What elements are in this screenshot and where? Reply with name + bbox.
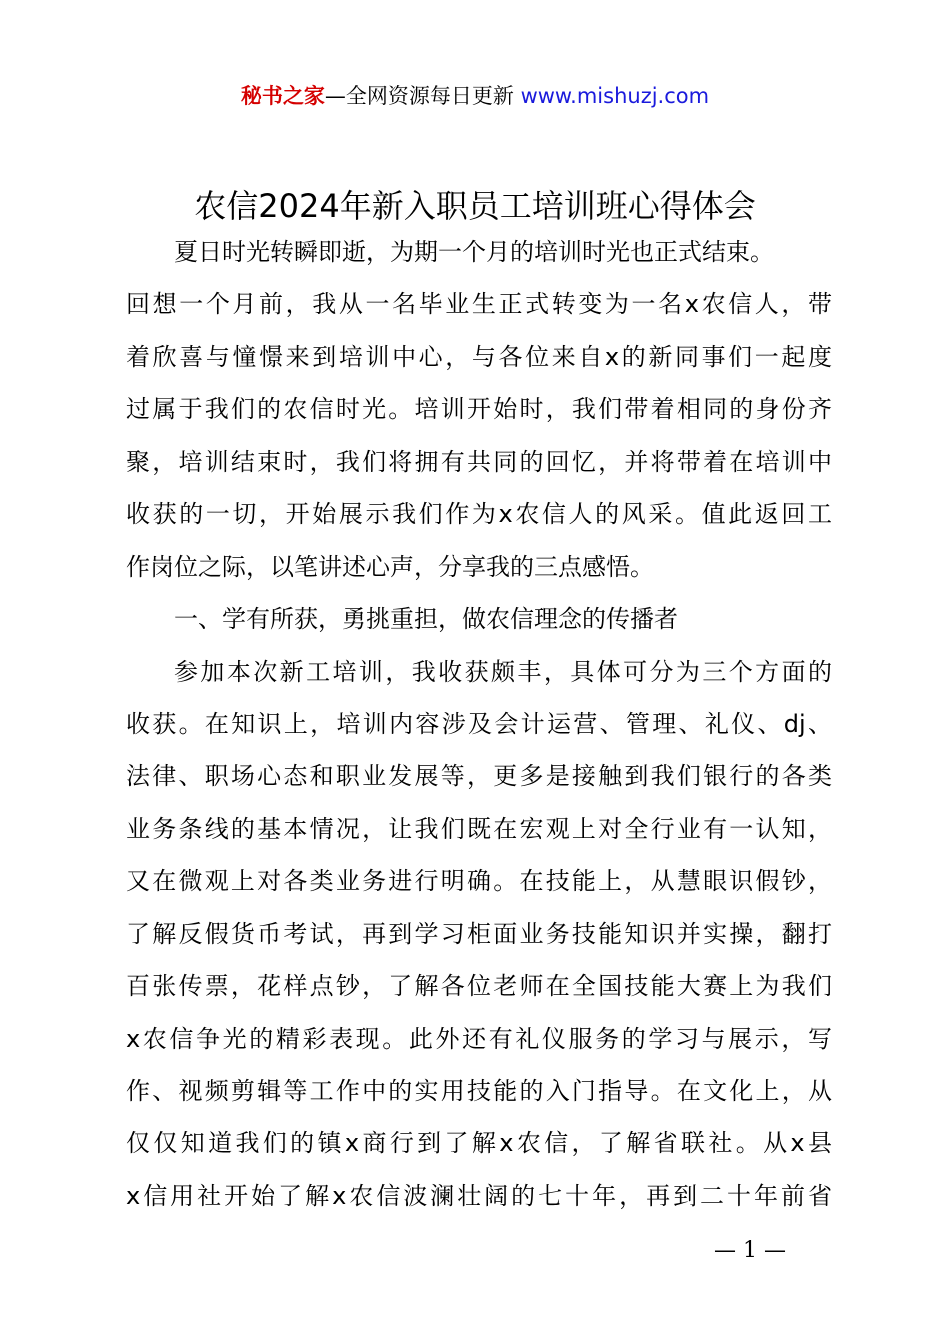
page-number: — 1 —	[714, 1238, 786, 1263]
paragraph-line: 收获。在知识上，培训内容涉及会计运营、管理、礼仪、dj、	[126, 709, 832, 738]
banner-tagline: —全网资源每日更新	[324, 84, 521, 108]
paragraph-line: 过属于我们的农信时光。培训开始时，我们带着相同的身份齐	[126, 395, 832, 424]
paragraph-line: 了解反假货币考试，再到学习柜面业务技能知识并实操，翻打	[126, 919, 832, 948]
paragraph-line: 仅仅知道我们的镇x商行到了解x农信，了解省联社。从x县	[126, 1129, 832, 1158]
paragraph-line: 又在微观上对各类业务进行明确。在技能上，从慧眼识假钞，	[126, 867, 832, 896]
paragraph-line: 聚，培训结束时，我们将拥有共同的回忆，并将带着在培训中	[126, 447, 832, 476]
paragraph-line: 回想一个月前，我从一名毕业生正式转变为一名x农信人，带	[126, 290, 832, 319]
paragraph-line: 收获的一切，开始展示我们作为x农信人的风采。值此返回工	[126, 500, 832, 529]
paragraph-line: 作岗位之际，以笔讲述心声，分享我的三点感悟。	[126, 552, 654, 581]
paragraph-line: 百张传票，花样点钞，了解各位老师在全国技能大赛上为我们	[126, 972, 832, 1001]
document-body	[126, 232, 832, 1228]
paragraph-line: 夏日时光转瞬即逝，为期一个月的培训时光也正式结束。	[174, 238, 774, 266]
document-title: 农信2024年新入职员工培训班心得体会	[194, 187, 756, 225]
paragraph-line: x农信争光的精彩表现。此外还有礼仪服务的学习与展示，写	[126, 1024, 832, 1053]
banner-brand: 秘书之家	[240, 84, 325, 108]
paragraph-line: x信用社开始了解x农信波澜壮阔的七十年，再到二十年前省	[126, 1181, 832, 1210]
banner-url-link[interactable]: www.mishuzj.com	[520, 84, 710, 108]
paragraph-line: 参加本次新工培训，我收获颇丰，具体可分为三个方面的	[174, 657, 832, 686]
section-heading: 一、学有所获，勇挑重担，做农信理念的传播者	[174, 605, 678, 634]
paragraph-line: 法律、职场心态和职业发展等，更多是接触到我们银行的各类	[126, 762, 832, 791]
paragraph-line: 作、视频剪辑等工作中的实用技能的入门指导。在文化上，从	[126, 1077, 832, 1105]
paragraph-line: 着欣喜与憧憬来到培训中心，与各位来自x的新同事们一起度	[126, 342, 832, 371]
paragraph-line: 业务条线的基本情况，让我们既在宏观上对全行业有一认知，	[126, 814, 832, 843]
site-banner	[0, 80, 950, 112]
